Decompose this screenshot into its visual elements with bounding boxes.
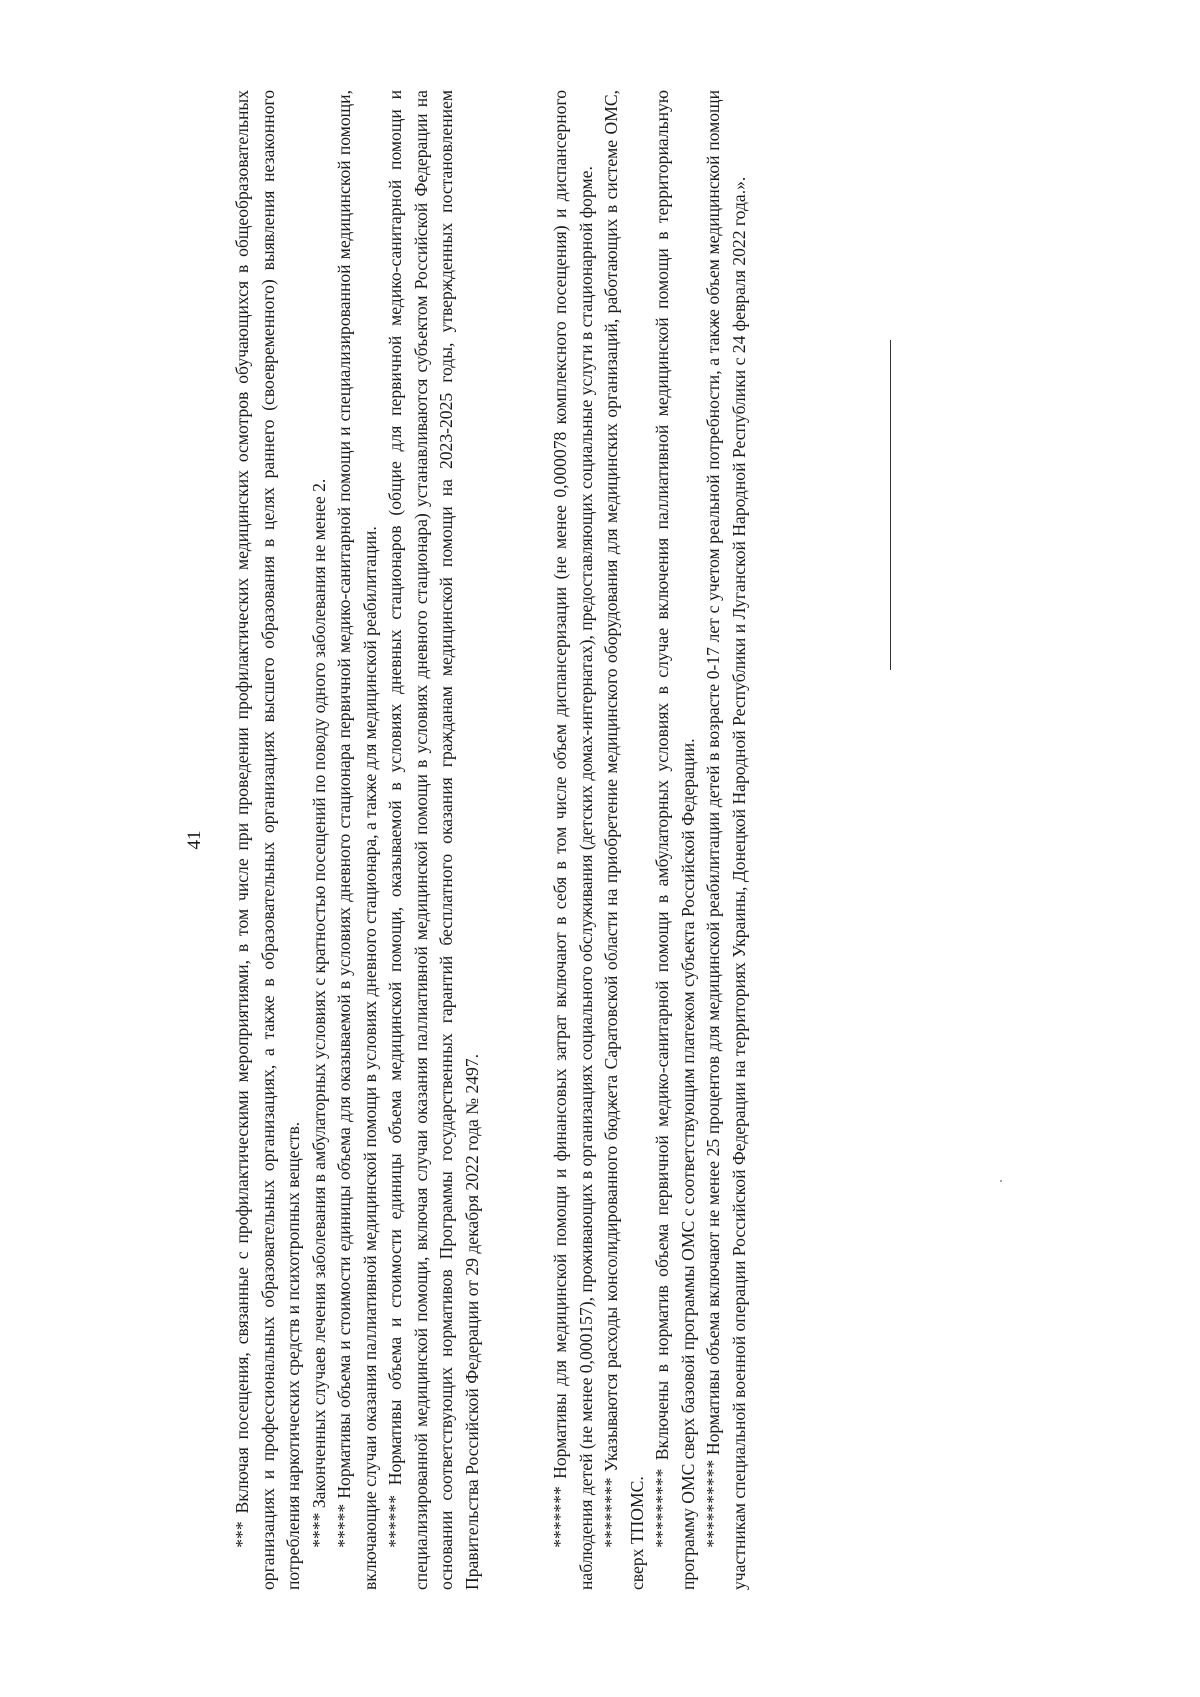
scan-speck	[1000, 1180, 1002, 1182]
rotated-page-content	[180, 90, 860, 1590]
footnote-block-lower	[548, 90, 752, 1590]
separator-line	[890, 340, 891, 670]
footnote-7-stars: ******* Нормативы для медицинской помощи и финансовых затрат включают в себя в том числе объем диспансеризации (не менее 0,000078 комплексного посещения) и диспансерного наблюдения детей (не менее 0,000157), проживающих в организациях социального обслуживания (детских домах-интернатах), предоставляющих социальные услуги в стационарной форме.	[550, 90, 596, 1590]
footnote-4-stars: **** Законченных случаев лечения заболевания в амбулаторных условиях с кратностью посещений по поводу одного заболевания не менее 2.	[308, 478, 329, 1548]
footnote-block-upper	[230, 90, 485, 1590]
footnote-9-stars: ********* Включены в норматив объема первичной медико-санитарной помощи в амбулаторных условиях в случае включения паллиативной медицинской помощи в территориальную программу ОМС сверх базовой программы ОМС с соответствующим платежом субъекта Российской Федерации.	[652, 90, 698, 1590]
footnote-8-stars: ******** Указываются расходы консолидированного бюджета Саратовской области на приобретение медицинского оборудования для медицинских организаций, работающих в системе ОМС, сверх ТПОМС.	[601, 90, 647, 1590]
footnote-10-stars: ********** Нормативы объема включают не менее 25 процентов для медицинской реабилитации детей в возрасте 0-17 лет с учетом реальной потребности, а также объем медицинской помощи участникам специальной военной операции Российской Федерации на территориях Украины, Донецкой Народной Республики и Луганской Народной Республики с 24 февраля 2022 года.».	[703, 90, 749, 1590]
footnote-5-stars: ***** Нормативы объема и стоимости единицы объема для оказываемой в условиях дневного стационара первичной медико-санитарной помощи и специализированной медицинской помощи, включающие случаи оказания паллиативной медицинской помощи в условиях дневного стационара, а также для медицинской реабилитации.	[334, 90, 380, 1590]
footnote-3-stars: *** Включая посещения, связанные с профилактическими мероприятиями, в том числе при проведении профилактических медицинских осмотров обучающихся в общеобразовательных организациях и профессиональных образовательных организациях, а также в образовательных организациях высшего образования в целях раннего (своевременного) выявления незаконного потребления наркотических средств и психотропных веществ.	[232, 90, 303, 1590]
footnote-6-stars: ****** Нормативы объема и стоимости единицы объема медицинской помощи, оказываемой в условиях дневных стационаров (общие для первичной медико-санитарной помощи и специализированной медицинской помощи, включая случаи оказания паллиативной медицинской помощи в условиях дневного стационара) устанавливаются субъектом Российской Федерации на основании соответствующих нормативов Программы государственных гарантий бесплатного оказания гражданам медицинской помощи на 2023-2025 годы, утвержденных постановлением Правительства Российской Федерации от 29 декабря 2022 года № 2497.	[385, 90, 482, 1590]
page-number: 41	[184, 830, 205, 850]
